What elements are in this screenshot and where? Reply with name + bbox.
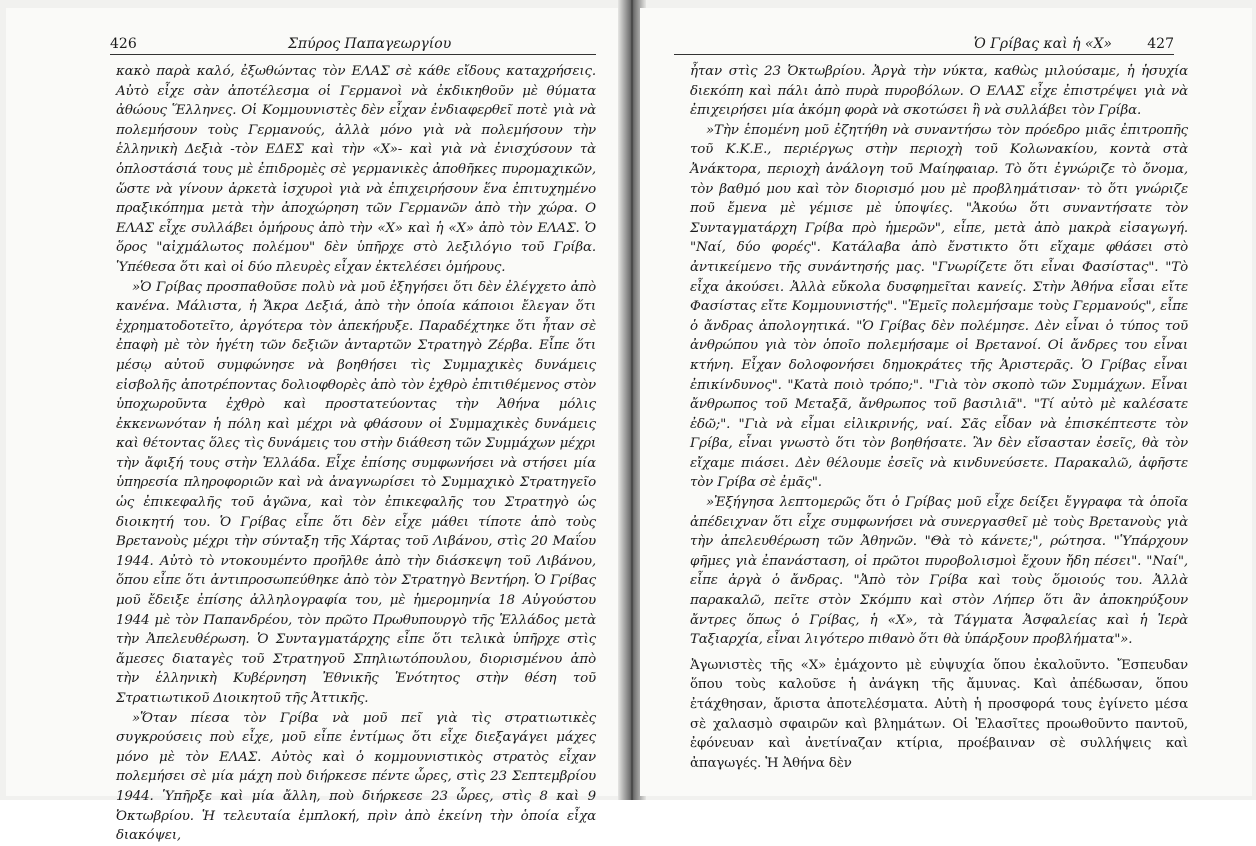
left-page-body	[116, 62, 596, 846]
right-page	[640, 8, 1252, 796]
paragraph: »Ὁ Γρίβας προσπαθοῦσε πολὺ νὰ μοῦ ἐξηγήσει ὅτι δὲν ἐλέγχετο ἀπὸ κανένα. Μάλιστα, ἡ Ἄκρα Δεξιά, ἀπὸ τὴν ὁποία κάποιοι ἔλεγαν ὅτι ἐχρηματοδοτεῖτο, ἀργότερα τὸν ἀπεκήρυξε. Παραδέχτηκε ὅτι ἦταν σὲ ἐπαφὴ μὲ τὸν ἡγέτη τῶν δεξιῶν ἀνταρτῶν Στρατηγὸ Ζέρβα. Εἶπε ὅτι μέσῳ αὐτοῦ συμφώνησε νὰ βοηθήσει τὶς Συμμαχικὲς δυνάμεις εἰσβολῆς ἀποτρέποντας δολιοφθορὲς ἀπὸ τὸν ἐχθρὸ ἐπιτιθέμενος στὸν ὑποχωροῦντα ἐχθρὸ καὶ προστατεύοντας τὴν Ἀθήνα μόλις ἐκκενωνόταν ἡ πόλη καὶ μέχρι νὰ φθάσουν οἱ Συμμαχικὲς δυνάμεις καὶ θέτοντας ὅλες τὶς δυνάμεις του στὴν διάθεση τῶν Συμμάχων μέχρι τὴν ἄφιξή τους στὴν Ἑλλάδα. Εἶχε ἐπίσης συμφωνήσει νὰ στήσει μία ὑπηρεσία πληροφοριῶν καὶ νὰ ἀναγνωρίσει τὸ Συμμαχικὸ Στρατηγεῖο ὡς ἐπικεφαλῆς τοῦ ἀγῶνα, καὶ τὸν ἐπικεφαλῆς του Στρατηγὸ ὡς διοικητή του. Ὁ Γρίβας εἶπε ὅτι δὲν εἶχε μάθει τίποτε ἀπὸ τοὺς Βρετανοὺς μέχρι τὴν σύνταξη τῆς Χάρτας τοῦ Λιβάνου, στὶς 20 Μαΐου 1944. Αὐτὸ τὸ ντοκουμέντο προῆλθε ἀπὸ τὴν διάσκεψη τοῦ Λιβάνου, ὅπου εἶπε ὅτι ἀντιπροσωπεύθηκε ἀπὸ τὸν Στρατηγὸ Βεντήρη. Ὁ Γρίβας μοῦ ἔδειξε ἐπίσης ἀλληλογραφία του, μὲ ἡμερομηνία 18 Αὐγούστου 1944 μὲ τὸν Παπανδρέου, τὸν πρῶτο Πρωθυπουργὸ τῆς Ἑλλάδος μετὰ τὴν Ἀπελευθέρωση. Ὁ Συνταγματάρχης εἶπε ὅτι τελικὰ ὑπῆρχε στὶς ἄμεσες διαταγὲς τοῦ Στρατηγοῦ Σπηλιωτόπουλου, διορισμένου ἀπὸ τὴν ἑλληνικὴ Κυβέρνηση Ἐθνικῆς Ἑνότητος στὴν θέση τοῦ Στρατιωτικοῦ Διοικητοῦ τῆς Ἀττικῆς.	[116, 279, 596, 706]
closing-paragraph: Ἀγωνιστὲς τῆς «Χ» ἐμάχοντο μὲ εὐψυχία ὅπου ἐκαλοῦντο. Ἔσπευδαν ὅπου τοὺς καλοῦσε ἡ ἀνάγκη τῆς ἄμυνας. Καὶ ἀπέδωσαν, ὅπου ἐτάχθησαν, ἄριστα ἀποτελέσματα. Αὐτὴ ἡ προσφορά τους ἐγίνετο μέσα σὲ χαλασμὸ σφαιρῶν καὶ βλημάτων. Οἱ Ἐλασῖτες προωθοῦντο παντοῦ, ἐφόνευαν καὶ ἀνετίναζαν κτίρια, προέβαιναν σὲ συλλήψεις καὶ ἀπαγωγές. Ἡ Ἀθήνα δὲν	[690, 657, 1188, 771]
paragraph: »Ὅταν πίεσα τὸν Γρίβα νὰ μοῦ πεῖ γιὰ τὶς στρατιωτικὲς συγκρούσεις ποὺ εἶχε, μοῦ εἶπε ἐντίμως ὅτι εἶχε διεξαγάγει μάχες μόνο μὲ τὸν ΕΛΑΣ. Αὐτὸς καὶ ὁ κομμουνιστικὸς στρατὸς εἶχαν πολεμήσει σὲ μία μάχη ποὺ διήρκεσε πέντε ὧρες, στὶς 23 Σεπτεμβρίου 1944. Ὑπῆρξε καὶ μία ἄλλη, ποὺ διήρκεσε 23 ὧρες, στὶς 8 καὶ 9 Ὀκτωβρίου. Ἡ τελευταία ἐμπλοκή, πρὶν ἀπὸ ἐκείνη τὴν ὁποία εἶχα διακόψει,	[116, 710, 596, 844]
page-number: 426	[110, 36, 137, 52]
left-page	[6, 8, 624, 844]
left-page-header	[110, 28, 596, 55]
paragraph: κακὸ παρὰ καλό, ἐξωθώντας τὸν ΕΛΑΣ σὲ κάθε εἴδους καταχρήσεις. Αὐτὸ εἶχε σὰν ἀποτέλεσμα οἱ Γερμανοὶ νὰ ἐκδικηθοῦν μὲ θύματα ἀθώους Ἕλληνες. Οἱ Κομμουνιστὲς δὲν εἶχαν ἐνδιαφερθεῖ ποτὲ γιὰ νὰ πολεμήσουν τοὺς Γερμανούς, ἀλλὰ μόνο γιὰ νὰ πολεμήσουν τὴν ἑλληνικὴ Δεξιὰ -τὸν ΕΔΕΣ καὶ τὴν «Χ»- καὶ γιὰ νὰ ἐνισχύσουν τὰ ὁπλοστάσιά τους μὲ ἐπιδρομὲς σὲ γερμανικὲς ἀποθῆκες πυρομαχικῶν, ὥστε νὰ γίνουν ἀρκετὰ ἰσχυροὶ γιὰ νὰ ἐπιχειρήσουν ἕνα ἐπιτυχημένο πραξικόπημα μετὰ τὴν ἀποχώρηση τῶν Γερμανῶν ἀπὸ τὴν χώρα. Ο ΕΛΑΣ εἶχε συλλάβει ὁμήρους ἀπὸ τὴν «Χ» καὶ ἡ «Χ» ἀπὸ τὸν ΕΛΑΣ. Ὁ ὅρος "αἰχμάλωτος πολέμου" δὲν ὑπῆρχε στὸ λεξιλόγιο τοῦ Γρίβα. Ὑπέθεσα ὅτι καὶ οἱ δύο πλευρὲς εἶχαν ἐκτελέσει ὁμήρους.	[116, 64, 596, 275]
right-page-body	[690, 62, 1188, 773]
paragraph: »Ἐξήγησα λεπτομερῶς ὅτι ὁ Γρίβας μοῦ εἶχε δείξει ἔγγραφα τὰ ὁποῖα ἀπέδειχναν ὅτι εἶχε συμφωνήσει νὰ συνεργασθεῖ μὲ τοὺς Βρετανοὺς γιὰ τὴν ἀπελευθέρωση τῶν Ἀθηνῶν. "Θὰ τὸ κάνετε;", ρώτησα. "Ὑπάρχουν φῆμες γιὰ ἐπανάσταση, οἱ πρῶτοι πυροβολισμοὶ ἔχουν ἤδη πέσει". "Ναί", εἶπε ἀργὰ ὁ ἄνδρας. "Ἀπὸ τὸν Γρίβα καὶ τοὺς ὅμοιούς του. Ἀλλὰ παρακαλῶ, πεῖτε στὸν Σκόμπυ καὶ στὸν Λήπερ ὅτι ἂν ἀποκηρύξουν ἄντρες ὅπως ὁ Γρίβας, ἡ «Χ», τὰ Τάγματα Ἀσφαλείας καὶ ἡ Ἱερὰ Ταξιαρχία, εἶναι λιγότερο πιθανὸ ὅτι θὰ ὑπάρξουν προβλήματα"».	[690, 495, 1188, 648]
running-head: Ὁ Γρίβας καὶ ἡ «Χ»	[973, 36, 1112, 52]
paragraph: ἦταν στὶς 23 Ὀκτωβρίου. Ἀργὰ τὴν νύκτα, καθὼς μιλούσαμε, ἡ ἡσυχία διεκόπη καὶ πάλι ἀπὸ πυρὰ πυροβόλων. Ο ΕΛΑΣ εἶχε ἐπιστρέψει γιὰ νὰ ἐπιχειρήσει μία ἀκόμη φορὰ νὰ σκοτώσει ἢ νὰ συλλάβει τὸν Γρίβα.	[690, 64, 1188, 119]
page-number: 427	[1147, 36, 1174, 52]
running-head: Σπύρος Παπαγεωργίου	[288, 36, 452, 52]
right-page-header	[674, 28, 1174, 55]
paragraph: »Τὴν ἑπομένη μοῦ ἐζητήθη νὰ συναντήσω τὸν πρόεδρο μιᾶς ἐπιτροπῆς τοῦ Κ.Κ.Ε., περιέργως στὴν περιοχὴ τοῦ Κολωνακίου, κοντὰ στὰ Ἀνάκτορα, περιοχὴ ἀνάλογη τοῦ Μαίηφαιαρ. Τὸ ὅτι ἐγνώριζε τὸ ὄνομα, τὸν βαθμό μου καὶ τὸν διορισμό μου μὲ προβλημάτισαν· τὸ ὅτι γνώριζε ποῦ ἔμενα μὲ γέμισε μὲ ὑποψίες. "Ἀκούω ὅτι συναντήσατε τὸν Συνταγματάρχη Γρίβα πρὸ ἡμερῶν", εἶπε, μετὰ ἀπὸ μακρὰ εἰσαγωγή. "Ναί, δύο φορές". Κατάλαβα ἀπὸ ἔνστικτο ὅτι εἴχαμε φθάσει στὸ ἀντικείμενο τῆς συνάντησής μας. "Γνωρίζετε ὅτι εἶναι Φασίστας". "Τὸ εἶχα ἀκούσει. Ἀλλὰ εὔκολα δυσφημεῖται κανείς. Στὴν Ἀθήνα εἶσαι εἴτε Φασίστας εἴτε Κομμουνιστής". "Ἐμεῖς πολεμήσαμε τοὺς Γερμανούς", εἶπε ὁ ἄνδρας ἀπολογητικά. "Ὁ Γρίβας δὲν πολέμησε. Δὲν εἶναι ὁ τύπος τοῦ ἀνθρώπου γιὰ τὸν ὁποῖο πολεμήσαμε οἱ Βρετανοί. Οἱ ἄνδρες του εἶναι κτήνη. Εἶχαν δολοφονήσει δημοκράτες τῆς Ἀριστερᾶς. Ὁ Γρίβας εἶναι ἐπικίνδυνος". "Κατὰ ποιὸ τρόπο;". "Γιὰ τὸν σκοπὸ τῶν Συμμάχων. Εἶναι ἄνθρωπος τοῦ Μεταξᾶ, ἄνθρωπος τοῦ βασιλιᾶ". "Τί αὐτὸ μὲ καλέσατε ἐδῶ;". "Γιὰ νὰ εἶμαι εἰλικρινής, ναί. Σᾶς εἶδαν νὰ ἐπισκέπτεστε τὸν Γρίβα, εἶναι γνωστὸ ὅτι τὸν βοηθήσατε. Ἂν δὲν εἴσασταν ἐσεῖς, θὰ τὸν εἴχαμε πιάσει. Δὲν θέλουμε ἐσεῖς νὰ κινδυνεύσετε. Παρακαλῶ, ἀφῆστε τὸν Γρίβα σὲ ἐμᾶς".	[690, 122, 1188, 491]
